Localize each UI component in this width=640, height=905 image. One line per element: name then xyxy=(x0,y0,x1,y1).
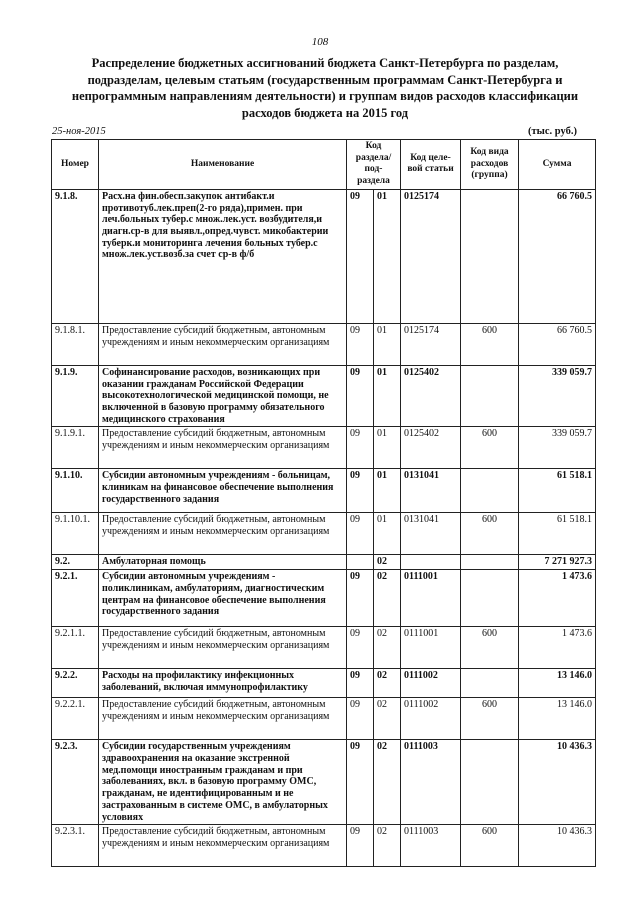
row-name: Предоставление субсидий бюджетным, автономным учреждениям и иным некоммерческим организациям xyxy=(99,627,347,669)
row-number: 9.1.8. xyxy=(52,189,99,323)
row-section-code: 09 xyxy=(347,469,374,513)
row-number: 9.2.3. xyxy=(52,740,99,825)
row-subsection-code: 02 xyxy=(374,740,401,825)
row-section-code: 09 xyxy=(347,513,374,555)
row-section-code: 09 xyxy=(347,825,374,867)
row-sum: 1 473.6 xyxy=(519,570,596,627)
document-date: 25-ноя-2015 xyxy=(52,126,106,137)
row-subsection-code: 01 xyxy=(374,469,401,513)
row-subsection-code: 01 xyxy=(374,513,401,555)
row-section-code: 09 xyxy=(347,627,374,669)
row-group-code: 600 xyxy=(461,627,519,669)
table-row xyxy=(52,825,596,867)
row-subsection-code: 02 xyxy=(374,825,401,867)
row-name: Предоставление субсидий бюджетным, автономным учреждениям и иным некоммерческим организациям xyxy=(99,513,347,555)
row-number: 9.2.1. xyxy=(52,570,99,627)
row-group-code: 600 xyxy=(461,825,519,867)
table-row xyxy=(52,365,596,427)
row-article-code: 0131041 xyxy=(401,513,461,555)
row-group-code: 600 xyxy=(461,513,519,555)
header-number: Номер xyxy=(52,140,99,190)
row-subsection-code: 02 xyxy=(374,698,401,740)
row-number: 9.2.3.1. xyxy=(52,825,99,867)
row-number: 9.1.9.1. xyxy=(52,427,99,469)
row-section-code: 09 xyxy=(347,570,374,627)
row-number: 9.2.2.1. xyxy=(52,698,99,740)
row-group-code: 600 xyxy=(461,427,519,469)
row-sum: 61 518.1 xyxy=(519,513,596,555)
table-row xyxy=(52,189,596,323)
row-section-code: 09 xyxy=(347,189,374,323)
row-section-code: 09 xyxy=(347,669,374,698)
row-sum: 7 271 927.3 xyxy=(519,555,596,570)
row-number: 9.1.10.1. xyxy=(52,513,99,555)
row-name: Предоставление субсидий бюджетным, автономным учреждениям и иным некоммерческим организациям xyxy=(99,825,347,867)
row-article-code: 0125174 xyxy=(401,189,461,323)
table-row xyxy=(52,513,596,555)
row-article-code: 0131041 xyxy=(401,469,461,513)
row-group-code: 600 xyxy=(461,698,519,740)
row-number: 9.2. xyxy=(52,555,99,570)
header-name: Наименование xyxy=(99,140,347,190)
row-name: Предоставление субсидий бюджетным, автономным учреждениям и иным некоммерческим организациям xyxy=(99,698,347,740)
table-row xyxy=(52,427,596,469)
row-name: Расходы на профилактику инфекционных заболеваний, включая иммунопрофилактику xyxy=(99,669,347,698)
table-row xyxy=(52,740,596,825)
row-sum: 66 760.5 xyxy=(519,323,596,365)
row-article-code: 0125402 xyxy=(401,365,461,427)
row-article-code: 0111002 xyxy=(401,698,461,740)
table-row xyxy=(52,570,596,627)
table-header-row xyxy=(52,140,596,190)
row-name: Субсидии автономным учреждениям - больницам, клиникам на финансовое обеспечение выполнения государственного задания xyxy=(99,469,347,513)
row-section-code: 09 xyxy=(347,740,374,825)
row-article-code: 0111001 xyxy=(401,570,461,627)
row-group-code xyxy=(461,740,519,825)
budget-table xyxy=(51,139,596,867)
header-group: Код вида расходов (группа) xyxy=(461,140,519,190)
table-row xyxy=(52,627,596,669)
row-sum: 13 146.0 xyxy=(519,669,596,698)
header-section: Код раздела/ под- раздела xyxy=(347,140,401,190)
row-subsection-code: 01 xyxy=(374,427,401,469)
row-sum: 66 760.5 xyxy=(519,189,596,323)
row-section-code: 09 xyxy=(347,323,374,365)
row-article-code: 0111003 xyxy=(401,825,461,867)
row-sum: 61 518.1 xyxy=(519,469,596,513)
row-group-code xyxy=(461,570,519,627)
header-article: Код целе- вой статьи xyxy=(401,140,461,190)
row-group-code xyxy=(461,555,519,570)
row-name: Расх.на фин.обесп.закупок антибакт.и противотуб.лек.преп(2-го ряда),примен. при леч.больных тубер.с множ.лек.уст. возбудителя,и диагн.ср-в для выявл.,опред.чувст. микобактерии туберк.и мониторинга лечения больных тубер.с множ.лек.уст.возб.за счет ср-в ф/б xyxy=(99,189,347,323)
row-subsection-code: 01 xyxy=(374,189,401,323)
table-row xyxy=(52,323,596,365)
row-name: Софинансирование расходов, возникающих при оказании гражданам Российской Федерации высокотехнологической медицинской помощи, не включенной в базовую программу обязательного медицинского страхования xyxy=(99,365,347,427)
table-row xyxy=(52,469,596,513)
row-group-code: 600 xyxy=(461,323,519,365)
row-article-code: 0111001 xyxy=(401,627,461,669)
row-name: Субсидии государственным учреждениям здравоохранения на оказание экстренной мед.помощи иностранным гражданам и при заболеваниях, вкл. в базовую программу ОМС, гражданам, не идентифицированным и не застрахованным в системе ОМС, в амбулаторных условиях xyxy=(99,740,347,825)
row-subsection-code: 02 xyxy=(374,570,401,627)
row-section-code: 09 xyxy=(347,698,374,740)
row-subsection-code: 02 xyxy=(374,669,401,698)
row-subsection-code: 01 xyxy=(374,365,401,427)
row-section-code xyxy=(347,555,374,570)
row-group-code xyxy=(461,469,519,513)
row-number: 9.1.9. xyxy=(52,365,99,427)
row-name: Субсидии автономным учреждениям - поликлиникам, амбулаториям, диагностическим центрам на финансовое обеспечение выполнения государственного задания xyxy=(99,570,347,627)
table-row xyxy=(52,555,596,570)
row-number: 9.2.1.1. xyxy=(52,627,99,669)
row-article-code xyxy=(401,555,461,570)
page-number: 108 xyxy=(311,36,329,48)
row-sum: 10 436.3 xyxy=(519,825,596,867)
row-sum: 339 059.7 xyxy=(519,427,596,469)
row-article-code: 0125174 xyxy=(401,323,461,365)
row-article-code: 0111003 xyxy=(401,740,461,825)
table-row xyxy=(52,698,596,740)
row-sum: 13 146.0 xyxy=(519,698,596,740)
row-section-code: 09 xyxy=(347,365,374,427)
currency-unit: (тыс. руб.) xyxy=(528,126,577,137)
row-name: Предоставление субсидий бюджетным, автономным учреждениям и иным некоммерческим организациям xyxy=(99,323,347,365)
row-sum: 10 436.3 xyxy=(519,740,596,825)
row-subsection-code: 02 xyxy=(374,555,401,570)
row-name: Амбулаторная помощь xyxy=(99,555,347,570)
row-group-code xyxy=(461,189,519,323)
header-sum: Сумма xyxy=(519,140,596,190)
row-article-code: 0111002 xyxy=(401,669,461,698)
row-number: 9.2.2. xyxy=(52,669,99,698)
row-article-code: 0125402 xyxy=(401,427,461,469)
table-row xyxy=(52,669,596,698)
row-sum: 339 059.7 xyxy=(519,365,596,427)
row-subsection-code: 02 xyxy=(374,627,401,669)
row-number: 9.1.8.1. xyxy=(52,323,99,365)
document-title: Распределение бюджетных ассигнований бюджета Санкт-Петербурга по разделам, подразделам, целевым статьям (государственным программам Санкт-Петербурга и непрограммным направлениям деятельности) и группам видов расходов классификации расходов бюджета на 2015 год xyxy=(71,56,579,120)
row-group-code xyxy=(461,669,519,698)
row-section-code: 09 xyxy=(347,427,374,469)
row-name: Предоставление субсидий бюджетным, автономным учреждениям и иным некоммерческим организациям xyxy=(99,427,347,469)
row-subsection-code: 01 xyxy=(374,323,401,365)
row-number: 9.1.10. xyxy=(52,469,99,513)
row-sum: 1 473.6 xyxy=(519,627,596,669)
row-group-code xyxy=(461,365,519,427)
